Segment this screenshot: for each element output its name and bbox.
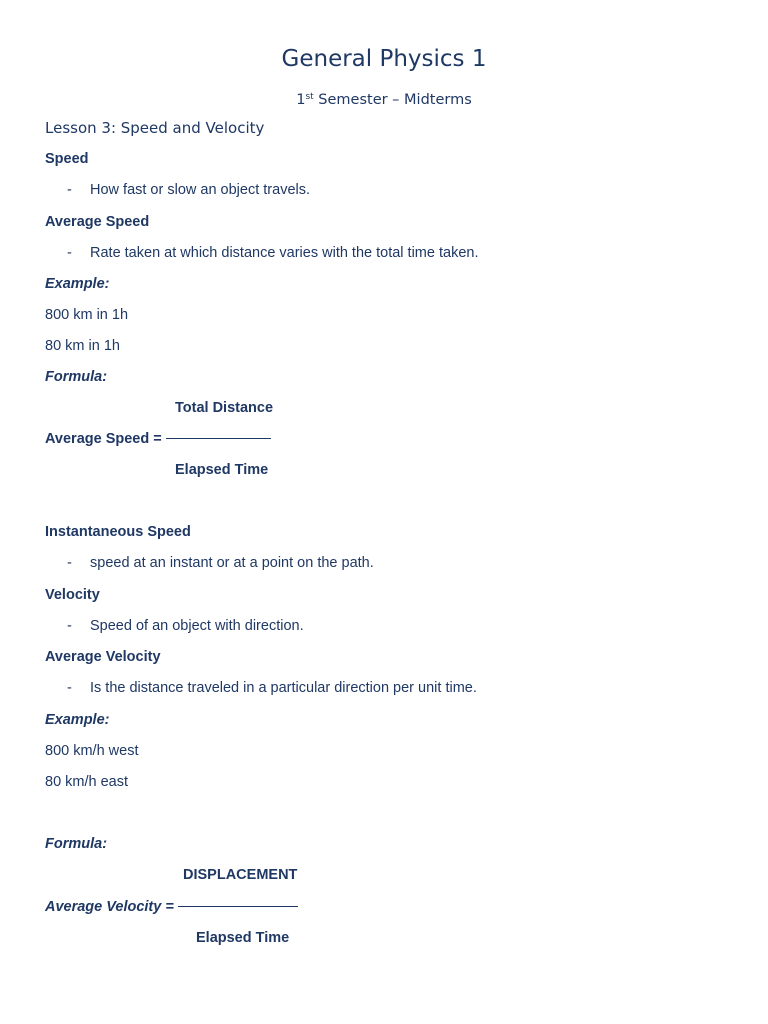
example-item: 800 km in 1h <box>45 307 129 323</box>
example-label: Example: <box>45 276 110 292</box>
average-speed-heading: Average Speed <box>45 214 150 230</box>
formula-numerator: Total Distance <box>175 400 274 416</box>
average-velocity-formula <box>45 897 298 917</box>
average-velocity-definition: Is the distance traveled in a particular direction per unit time. <box>90 680 477 696</box>
example-item: 800 km/h west <box>45 743 139 759</box>
instantaneous-speed-heading: Instantaneous Speed <box>45 524 191 540</box>
formula-lhs: Average Velocity = <box>45 899 178 915</box>
example-item: 80 km/h east <box>45 774 129 790</box>
document-title: General Physics 1 <box>281 46 487 72</box>
document-subtitle <box>0 87 768 110</box>
average-velocity-heading: Average Velocity <box>45 649 161 665</box>
instantaneous-speed-definition: speed at an instant or at a point on the path. <box>90 555 374 571</box>
bullet-marker: - <box>67 680 72 696</box>
subtitle-number: 1 <box>296 92 306 108</box>
formula-label: Formula: <box>45 836 108 852</box>
bullet-marker: - <box>67 555 72 571</box>
speed-definition: How fast or slow an object travels. <box>90 182 311 198</box>
formula-denominator: Elapsed Time <box>175 462 269 478</box>
subtitle-text: Semester – Midterms <box>313 92 472 108</box>
average-speed-definition: Rate taken at which distance varies with the total time taken. <box>90 245 479 261</box>
lesson-heading: Lesson 3: Speed and Velocity <box>45 119 265 137</box>
average-speed-formula <box>45 429 271 449</box>
velocity-heading: Velocity <box>45 587 100 603</box>
velocity-definition: Speed of an object with direction. <box>90 618 304 634</box>
bullet-marker: - <box>67 618 72 634</box>
fraction-bar <box>178 906 298 908</box>
bullet-marker: - <box>67 245 72 261</box>
fraction-bar <box>166 438 271 440</box>
formula-denominator: Elapsed Time <box>196 930 290 946</box>
bullet-marker: - <box>67 182 72 198</box>
speed-heading: Speed <box>45 151 89 167</box>
formula-lhs: Average Speed = <box>45 431 166 447</box>
formula-label: Formula: <box>45 369 108 385</box>
example-label: Example: <box>45 712 110 728</box>
subtitle-superscript: st <box>305 92 314 102</box>
example-item: 80 km in 1h <box>45 338 120 354</box>
formula-numerator: DISPLACEMENT <box>183 867 298 883</box>
